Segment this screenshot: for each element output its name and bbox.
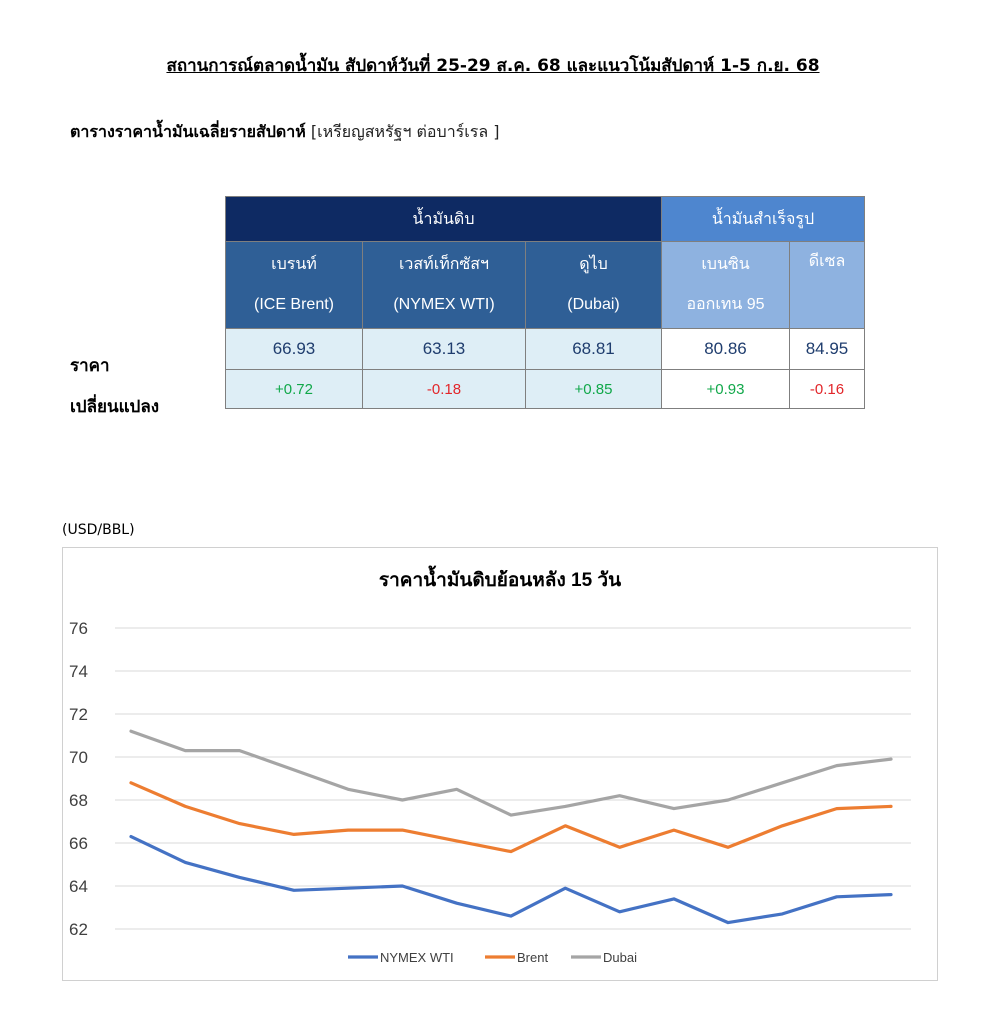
col-gasoline xyxy=(662,242,790,329)
col-brent-name: เบรนท์ xyxy=(271,256,317,273)
change-diesel: -0.16 xyxy=(790,370,865,409)
col-dubai xyxy=(526,242,662,329)
page-title: สถานการณ์ตลาดน้ำมัน สัปดาห์วันที่ 25-29 ส.ค. 68 และแนวโน้มสัปดาห์ 1-5 ก.ย. 68 xyxy=(166,56,820,76)
col-wti xyxy=(363,242,526,329)
y-tick-label: 64 xyxy=(69,877,88,896)
price-diesel: 84.95 xyxy=(790,329,865,370)
y-tick-label: 66 xyxy=(69,834,88,853)
change-dubai: +0.85 xyxy=(526,370,662,409)
chart-unit-label: (USD/BBL) xyxy=(62,522,135,538)
col-dubai-code: (Dubai) xyxy=(567,296,620,313)
price-wti: 63.13 xyxy=(363,329,526,370)
y-tick-label: 74 xyxy=(69,662,88,681)
col-dubai-name: ดูไบ xyxy=(579,256,608,273)
row-label-price: ราคา xyxy=(70,356,110,376)
col-wti-code: (NYMEX WTI) xyxy=(393,296,495,313)
line-chart xyxy=(63,548,937,980)
table-title-text: ตารางราคาน้ำมันเฉลี่ยรายสัปดาห์ xyxy=(70,122,306,141)
legend-label-nymex-wti: NYMEX WTI xyxy=(380,950,454,965)
change-gasoline: +0.93 xyxy=(662,370,790,409)
legend-label-brent: Brent xyxy=(517,950,549,965)
col-wti-name: เวสท์เท็กซัสฯ xyxy=(398,256,490,273)
col-brent xyxy=(226,242,363,329)
series-line-brent xyxy=(131,783,891,852)
header-crude: น้ำมันดิบ xyxy=(226,197,662,242)
table-unit: [เหรียญสหรัฐฯ ต่อบาร์เรล ] xyxy=(310,122,500,141)
y-tick-label: 70 xyxy=(69,748,88,767)
price-table xyxy=(225,196,865,409)
y-tick-label: 72 xyxy=(69,705,88,724)
table-title xyxy=(70,120,499,145)
price-gasoline: 80.86 xyxy=(662,329,790,370)
series-line-nymex-wti xyxy=(131,837,891,923)
chart-title: ราคาน้ำมันดิบย้อนหลัง 15 วัน xyxy=(378,570,622,591)
header-refined: น้ำมันสำเร็จรูป xyxy=(662,197,865,242)
col-diesel-name: ดีเซล xyxy=(808,253,846,270)
change-wti: -0.18 xyxy=(363,370,526,409)
price-dubai: 68.81 xyxy=(526,329,662,370)
col-diesel xyxy=(790,242,865,329)
y-tick-label: 68 xyxy=(69,791,88,810)
row-label-change: เปลี่ยนแปลง xyxy=(70,397,160,417)
y-tick-label: 76 xyxy=(69,619,88,638)
legend-label-dubai: Dubai xyxy=(603,950,637,965)
col-gasoline-name: เบนซิน xyxy=(701,256,750,273)
change-brent: +0.72 xyxy=(226,370,363,409)
col-brent-code: (ICE Brent) xyxy=(253,296,334,313)
col-gasoline-grade: ออกเทน 95 xyxy=(686,296,765,313)
chart-container xyxy=(62,547,938,981)
series-line-dubai xyxy=(131,731,891,815)
price-brent: 66.93 xyxy=(226,329,363,370)
y-tick-label: 62 xyxy=(69,920,88,939)
